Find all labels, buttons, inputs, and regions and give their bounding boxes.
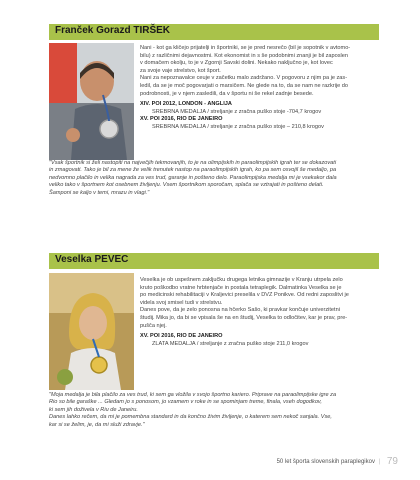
athlete-name: Franček Gorazd TIRŠEK	[55, 25, 171, 36]
quote-line: kar si se želim, je, da mi služi zdravje."	[49, 421, 145, 428]
bio-line: ledil, da se je moč pogovarjati o marsičem. Ne glede na to, da se nam ne razkrije do	[140, 82, 349, 89]
quote-line: Rio so bile garaške ... Gledam jo s ponosom, jo vzamem v roke in se spominjam treme, finala, vseh dogodkov,	[49, 399, 322, 406]
bio-line: Nani za nepoznavalce ceuje v začetku malo zadržano. V pogovoru z njim pa je zas-	[140, 75, 348, 82]
quote-line: "Vsak športnik si želi nastopiti na največjih tekmovanjih, to je na olimpijskih in paraolimpijskih igrah ter se dokazovati	[49, 160, 337, 166]
bio-line: v domačem okolju, to je v Zgornji Savski dolini. Nekako naključno je, kot lovec	[140, 60, 333, 67]
athlete-quote	[49, 392, 382, 429]
achievements-list	[140, 333, 382, 348]
athlete-header-band	[49, 253, 379, 269]
bio-line: študij. Mika jo, da bi se vpisala še na en študij, Veselka to odločitev, kar je prav, pre-	[140, 314, 348, 321]
quote-line: nedvomno plačilo in velika nagrada za ves trud, garanje in pošteno delo. Paraolimpijska medalja mi je vsekakor dala	[49, 174, 337, 181]
athlete-bio	[140, 277, 382, 348]
bio-line: pušča njej.	[140, 322, 167, 329]
achievement-heading: XV. POI 2016, RIO DE JANEIRO	[140, 116, 223, 123]
athlete-name: Veselka PEVEC	[55, 254, 129, 265]
portrait-image	[49, 43, 134, 160]
athlete-header-band	[49, 24, 379, 40]
athlete-bio	[140, 45, 382, 132]
bio-line: videla svoj smisel tudi v strelstvu.	[140, 299, 223, 306]
quote-line: ki sem jih doživela v Riu de Janeiru.	[49, 406, 138, 413]
bio-line: za svoje vaje strelstvo, kot šport.	[140, 67, 221, 74]
bio-line: bilu) z različnimi dejavnostmi. Kot ekonomist in s še podobnimi znanji je bil zaposlen	[140, 52, 348, 59]
achievement-detail: ZLATA MEDALJA / streljanje z zračna puško stoje 211,0 krogov	[152, 340, 309, 347]
achievements-list	[140, 101, 382, 131]
bio-line: podrobnosti, je v njem zasledili, da v športu ni še rekel zadnje besede.	[140, 90, 314, 97]
bio-line: Nani - kot ga kličejo prijatelji in športniki, se je pred nesrečo (bil je sopotnik v avtomo-	[140, 45, 351, 51]
athlete-photo	[49, 273, 134, 390]
quote-line: in zmagovati. Tako je bil za mene že velik trenutek nastop na paraolimpijskih igrah, ko pa sem osvojil še medaljo, pa	[49, 167, 337, 174]
quote-line: "Moja medalja je bila plačilo za ves trud, ki sem ga vložila v svojo športno kariero. Priprave na paraolimpijske igre za	[49, 392, 337, 398]
footer-separator: |	[378, 459, 381, 465]
book-title: 50 let športa slovenskih paraplegikov	[276, 459, 375, 465]
athlete-photo	[49, 43, 134, 160]
achievement-heading: XIV. POI 2012, LONDON - ANGLIJA	[140, 101, 232, 108]
athlete-quote	[49, 160, 382, 197]
quote-line: veliko tako v športnem kot osebnem življenju. Vsem športnikom sporočam, splača se vztrajati in pošteno delati.	[49, 182, 324, 189]
page-number: 79	[386, 456, 398, 467]
page-footer	[277, 456, 398, 467]
bio-line: po medicinski rehabilitaciji v Kraljevici preselila v DVZ Ponikve. Od redni zaposlitvi je	[140, 292, 349, 299]
bio-line: Danes pove, da je zelo ponosna na hčerko Sašo, ki pravkar končuje univerzitetni	[140, 307, 340, 314]
achievement-detail: SREBRNA MEDALJA / streljanje z zračna puško stoje – 210,8 krogov	[152, 123, 324, 130]
achievement-detail: SREBRNA MEDALJA / streljanje z zračna puško stoje -704,7 krogov	[152, 108, 322, 115]
portrait-image	[49, 273, 134, 390]
quote-line: Šamponi se kaljo v temi, mrazu in vlagi."	[49, 189, 150, 196]
bio-line: Veselka je ob uspešnem zaključku drugega letnika gimnazije v Kranju utrpela zelo	[140, 277, 343, 283]
quote-line: Danes lahko rečem, da mi je pomembna standard in da končno živim življenje, o katerem sem nekoč sanjala. Vse,	[49, 414, 332, 421]
bio-line: kruto poškodbo vratne hrbtenjače in postala tetraplegik. Dalmatinka Veselka se je	[140, 284, 342, 291]
achievement-heading: XV. POI 2016, RIO DE JANEIRO	[140, 333, 223, 340]
